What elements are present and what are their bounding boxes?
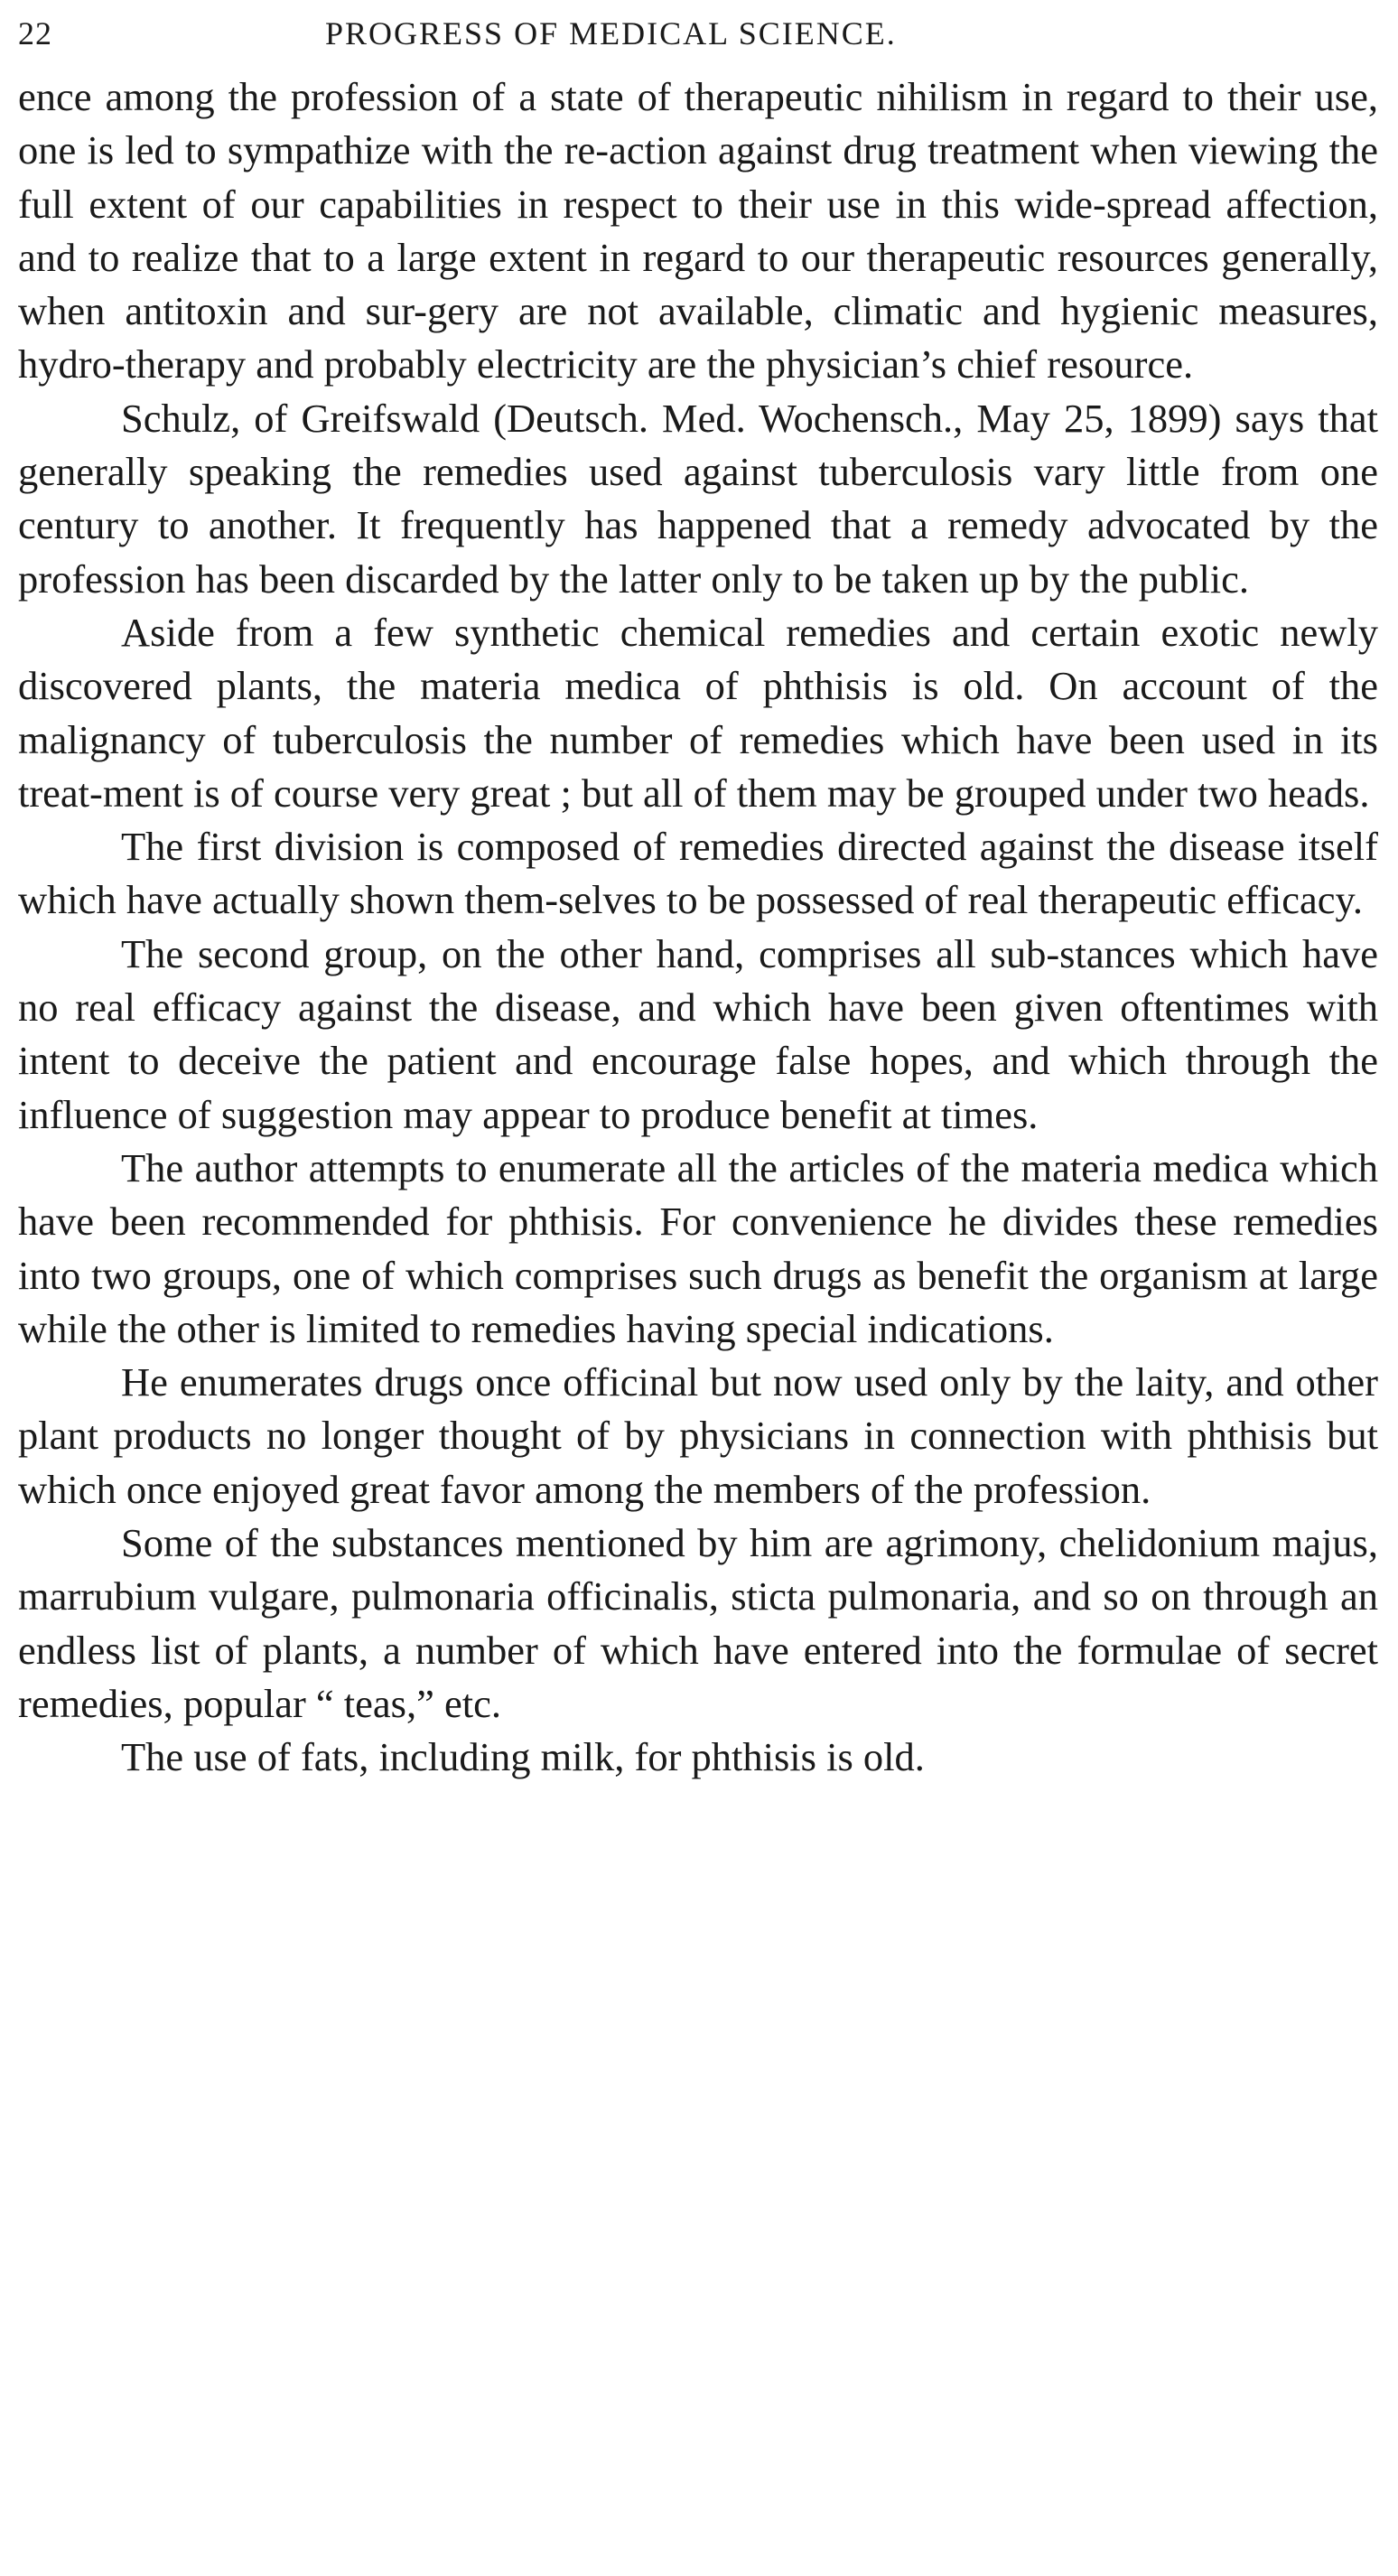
body-text [18, 70, 1378, 1785]
running-header [18, 13, 1378, 54]
paragraph-author-enumerates: The author attempts to enumerate all the articles of the materia medica which have been recommended for phthisis. For convenience he divides these remedies into two groups, one of which comprises such drugs as benefit the organism at large while the other is limited to remedies having special indications. [18, 1144, 1378, 1351]
paragraph-schulz: Schulz, of Greifswald (Deutsch. Med. Wochensch., May 25, 1899) says that generally speaking the remedies used against tuberculosis vary little from one century to another. It frequently has happened that a remedy advocated by the profession has been discarded by the latter only to be taken up by the public. [18, 395, 1378, 602]
page-number: 22 [18, 15, 52, 51]
running-title: PROGRESS OF MEDICAL SCIENCE. [325, 15, 897, 51]
paragraph-substances: Some of the substances mentioned by him are agrimony, chelidonium majus, marrubium vulgare, pulmonaria officinalis, sticta pulmonaria, and so on through an endless list of plants, a number of which have entered into the formulae of secret remedies, popular “ teas,” etc. [18, 1520, 1378, 1726]
paragraph-second-group: The second group, on the other hand, comprises all sub-stances which have no real efficacy against the disease, and which have been given oftentimes with intent to deceive the patient and encourage false hopes, and which through the influence of suggestion may appear to produce benefit at times. [18, 930, 1378, 1137]
paragraph-first-division: The first division is composed of remedies directed against the disease itself which have actually shown them-selves to be possessed of real therapeutic efficacy. [18, 824, 1378, 923]
paragraph-officinal-drugs: He enumerates drugs once officinal but now used only by the laity, and other plant products no longer thought of by physicians in connection with phthisis but which once enjoyed great favor among the members of the profession. [18, 1359, 1378, 1512]
paragraph-materia-medica: Aside from a few synthetic chemical remedies and certain exotic newly discovered plants, the materia medica of phthisis is old. On account of the malignancy of tuberculosis the number of remedies which have been used in its treat-ment is of course very great ; but all of them may be grouped under two heads. [18, 609, 1378, 816]
paragraph-continued: ence among the profession of a state of therapeutic nihilism in regard to their use, one is led to sympathize with the re-action against drug treatment when viewing the full extent of our capabilities in respect to their use in this wide-spread affection, and to realize that to a large extent in regard to our therapeutic resources generally, when antitoxin and sur-gery are not available, climatic and hygienic measures, hydro-therapy and probably electricity are the physician’s chief resource. [18, 74, 1378, 387]
paragraph-fats: The use of fats, including milk, for phthisis is old. [121, 1734, 925, 1780]
